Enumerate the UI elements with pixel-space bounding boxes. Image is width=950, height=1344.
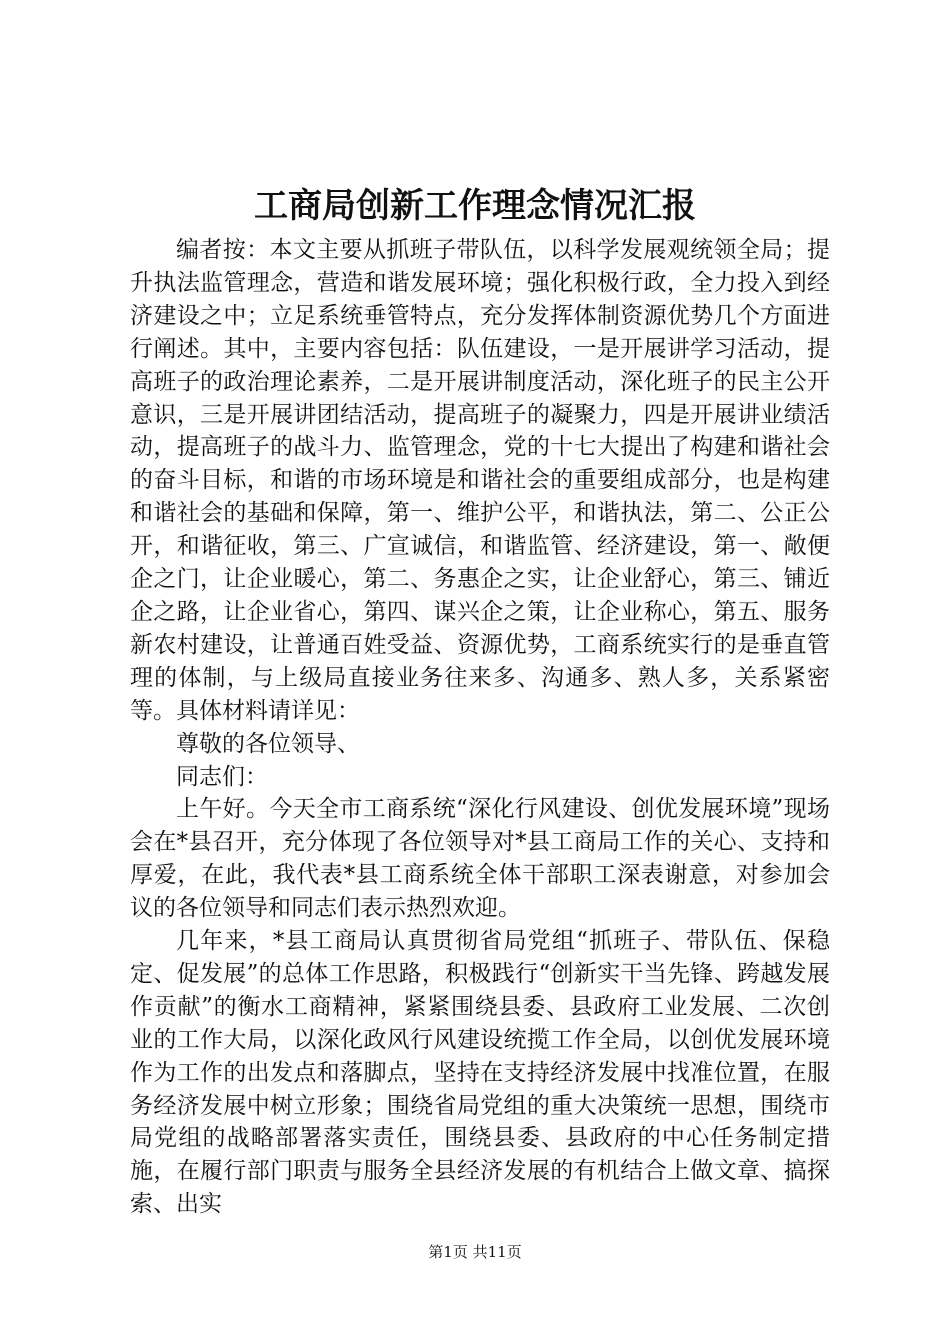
salutation-line: 同志们： [176,763,268,790]
greeting-paragraph: 上午好。今天全市工商系统“深化行风建设、创优发展环境”现场会在*县召开，充分体现了各位领导对*县工商局工作的关心、支持和厚爱，在此，我代表*县工商系统全体干部职工深表谢意，对参加会议的各位领导和同志们表示热烈欢迎。 [130,796,830,922]
editor-note-paragraph: 编者按：本文主要从抓班子带队伍，以科学发展观统领全局；提升执法监管理念，营造和谐发展环境；强化积极行政，全力投入到经济建设之中；立足系统垂管特点，充分发挥体制资源优势几个方面进行阐述。其中，主要内容包括：队伍建设，一是开展讲学习活动，提高班子的政治理论素养，二是开展讲制度活动，深化班子的民主公开意识，三是开展讲团结活动，提高班子的凝聚力，四是开展讲业绩活动，提高班子的战斗力、监管理念，党的十七大提出了构建和谐社会的奋斗目标，和谐的市场环境是和谐社会的重要组成部分，也是构建和谐社会的基础和保障，第一、维护公平，和谐执法，第二、公正公开，和谐征收，第三、广宣诚信，和谐监管、经济建设，第一、敞便企之门，让企业暖心，第二、务惠企之实，让企业舒心，第三、铺近企之路，让企业省心，第四、谋兴企之策，让企业称心，第五、服务新农村建设，让普通百姓受益、资源优势，工商系统实行的是垂直管理的体制，与上级局直接业务往来多、沟通多、熟人多，关系紧密等。具体材料请详见： [130,237,830,724]
page-footer: 第1页 共11页 [428,1243,522,1261]
body-paragraph: 几年来，*县工商局认真贯彻省局党组“抓班子、带队伍、保稳定、促发展”的总体工作思路，积极践行“创新实干当先锋、跨越发展作贡献”的衡水工商精神，紧紧围绕县委、县政府工业发展、二次创业的工作大局，以深化政风行风建设统揽工作全局，以创优发展环境作为工作的出发点和落脚点，坚持在支持经济发展中找准位置，在服务经济发展中树立形象；围绕省局党组的重大决策统一思想，围绕市局党组的战略部署落实责任，围绕县委、县政府的中心任务制定措施，在履行部门职责与服务全县经济发展的有机结合上做文章、搞探索、出实 [130,928,830,1218]
document-body [130,234,830,1221]
document-title: 工商局创新工作理念情况汇报 [254,186,696,226]
salutation-line: 尊敬的各位领导、 [176,730,360,757]
